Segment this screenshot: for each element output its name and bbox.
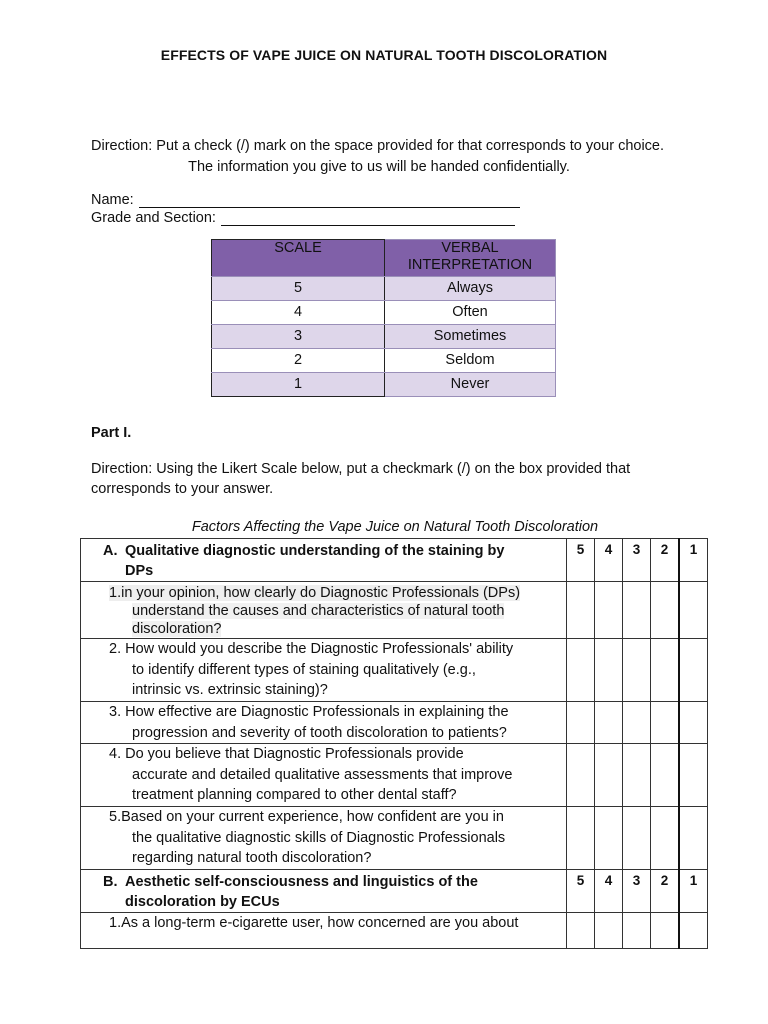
answer-box[interactable] [651, 807, 680, 870]
answer-box[interactable] [679, 702, 708, 744]
scale-header-3: 3 [623, 870, 651, 913]
scale-value: 2 [212, 349, 385, 373]
answer-box[interactable] [651, 702, 680, 744]
name-input-line[interactable] [139, 193, 520, 208]
question-b1: 1.As a long-term e-cigarette user, how concerned are you about [81, 913, 567, 949]
name-field-row [91, 192, 520, 208]
verbal-value: Often [385, 301, 556, 325]
answer-box[interactable] [623, 582, 651, 639]
grade-input-line[interactable] [221, 211, 515, 226]
part-direction: Direction: Using the Likert Scale below, put a checkmark (/) on the box provided that corresponds to your answer. [91, 461, 631, 497]
scale-header: SCALE [212, 240, 385, 277]
answer-box[interactable] [595, 582, 623, 639]
scale-header-4: 4 [595, 870, 623, 913]
answer-box[interactable] [679, 744, 708, 807]
scale-header-1: 1 [679, 870, 708, 913]
answer-box[interactable] [595, 807, 623, 870]
scale-header-2: 2 [651, 539, 680, 582]
answer-box[interactable] [567, 639, 595, 702]
answer-box[interactable] [651, 913, 680, 949]
scale-header-2: 2 [651, 870, 680, 913]
answer-box[interactable] [567, 702, 595, 744]
section-b-heading: B. Aesthetic self-consciousness and linguistics of the discoloration by ECUs [81, 870, 567, 913]
verbal-value: Never [385, 373, 556, 397]
verbal-header: VERBAL INTERPRETATION [385, 240, 556, 277]
scale-header-3: 3 [623, 539, 651, 582]
document-title: EFFECTS OF VAPE JUICE ON NATURAL TOOTH DISCOLORATION [160, 47, 608, 63]
answer-box[interactable] [623, 639, 651, 702]
verbal-value: Sometimes [385, 325, 556, 349]
question-a5: 5.Based on your current experience, how confident are you in the qualitative diagnostic skills of Diagnostic Professionals regarding natural tooth discoloration? [81, 807, 567, 870]
answer-box[interactable] [595, 744, 623, 807]
answer-box[interactable] [567, 582, 595, 639]
section-a-heading: A. Qualitative diagnostic understanding of the staining by DPs [81, 539, 567, 582]
question-a4: 4. Do you believe that Diagnostic Professionals provide accurate and detailed qualitative assessments that improve treatment planning compared to other dental staff? [81, 744, 567, 807]
answer-box[interactable] [623, 702, 651, 744]
scale-header-5: 5 [567, 539, 595, 582]
answer-box[interactable] [567, 744, 595, 807]
scale-value: 3 [212, 325, 385, 349]
answer-box[interactable] [623, 744, 651, 807]
verbal-value: Seldom [385, 349, 556, 373]
answer-box[interactable] [623, 913, 651, 949]
question-a3: 3. How effective are Diagnostic Professionals in explaining the progression and severity of tooth discoloration to patients? [81, 702, 567, 744]
grade-field-row [91, 210, 515, 226]
table-caption: Factors Affecting the Vape Juice on Natural Tooth Discoloration [191, 519, 599, 535]
direction-line-1: Direction: Put a check (/) mark on the space provided for that corresponds to your choice. [91, 138, 665, 154]
likert-table [80, 538, 708, 949]
answer-box[interactable] [623, 807, 651, 870]
scale-table [211, 239, 556, 397]
question-a1: 1.in your opinion, how clearly do Diagnostic Professionals (DPs) understand the causes and characteristics of natural tooth discoloration? [81, 582, 567, 639]
answer-box[interactable] [595, 702, 623, 744]
direction-line-2: The information you give to us will be handed confidentially. [188, 159, 570, 175]
scale-value: 1 [212, 373, 385, 397]
scale-header-5: 5 [567, 870, 595, 913]
scale-value: 5 [212, 277, 385, 301]
answer-box[interactable] [567, 913, 595, 949]
answer-box[interactable] [651, 744, 680, 807]
scale-header-1: 1 [679, 539, 708, 582]
question-a2: 2. How would you describe the Diagnostic Professionals' ability to identify different types of staining qualitatively (e.g., intrinsic vs. extrinsic staining)? [81, 639, 567, 702]
answer-box[interactable] [679, 913, 708, 949]
answer-box[interactable] [567, 807, 595, 870]
part-heading: Part I. [91, 425, 132, 441]
answer-box[interactable] [595, 913, 623, 949]
answer-box[interactable] [679, 582, 708, 639]
scale-value: 4 [212, 301, 385, 325]
answer-box[interactable] [651, 582, 680, 639]
answer-box[interactable] [679, 639, 708, 702]
answer-box[interactable] [679, 807, 708, 870]
verbal-value: Always [385, 277, 556, 301]
answer-box[interactable] [595, 639, 623, 702]
grade-label: Grade and Section: [91, 210, 216, 226]
name-label: Name: [91, 192, 134, 208]
answer-box[interactable] [651, 639, 680, 702]
scale-header-4: 4 [595, 539, 623, 582]
